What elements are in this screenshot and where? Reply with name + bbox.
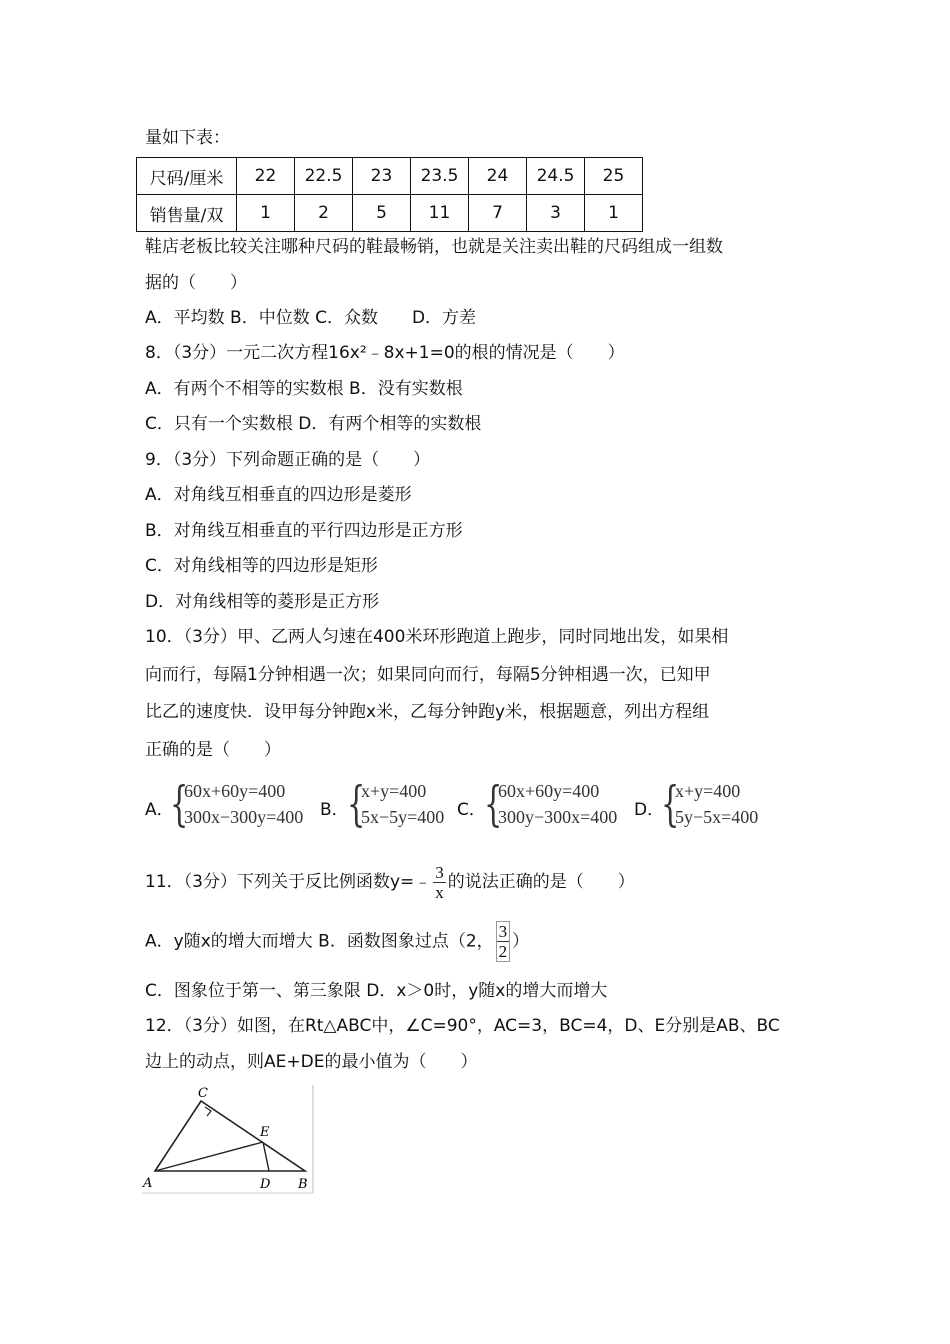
q9-option-a: A．对角线互相垂直的四边形是菱形	[145, 485, 412, 505]
q7-text-line1: 鞋店老板比较关注哪种尺码的鞋最畅销，也就是关注卖出鞋的尺码组成一组数	[145, 237, 723, 257]
equation: x+y=400	[361, 781, 427, 801]
q10-option-a-system	[170, 778, 315, 832]
q11-option-ab	[145, 921, 529, 962]
label-b: B	[298, 1177, 308, 1192]
brace-icon: {	[484, 776, 503, 832]
q12-text-line1: 12．（3分）如图，在Rt△ABC中，∠C=90°，AC=3，BC=4，D、E分别是AB、BC	[145, 1016, 780, 1036]
q7-text-line2: 据的（ ）	[145, 273, 247, 293]
equation: 300y−300x=400	[498, 807, 618, 827]
intro-text: 量如下表：	[145, 128, 230, 148]
q10-option-c-system	[484, 778, 629, 832]
equation: 60x+60y=400	[498, 781, 600, 801]
q10-option-d-system	[661, 778, 771, 832]
q8-options-ab: A．有两个不相等的实数根 B．没有实数根	[145, 379, 463, 399]
table-cell: 2	[295, 195, 353, 232]
q9-stem: 9．（3分）下列命题正确的是（ ）	[145, 450, 431, 470]
table-row	[137, 158, 643, 195]
table-cell: 22	[237, 158, 295, 195]
q7-options: A．平均数 B．中位数 C．众数 D．方差	[145, 308, 477, 328]
label-c: C	[198, 1086, 208, 1101]
equation: x+y=400	[675, 781, 741, 801]
table-cell: 1	[585, 195, 643, 232]
table-cell: 3	[527, 195, 585, 232]
table-cell: 尺码/厘米	[137, 158, 237, 195]
fraction-numerator: 3	[498, 922, 508, 941]
table-cell: 11	[411, 195, 469, 232]
q10-option-d-label: D．	[634, 800, 665, 820]
q11-stem-post: 的说法正确的是（ ）	[447, 872, 635, 892]
label-d: D	[260, 1177, 271, 1192]
q10-option-b-label: B．	[320, 800, 349, 820]
table-cell: 1	[237, 195, 295, 232]
table-cell: 23	[353, 158, 411, 195]
q10-text-line2: 向而行，每隔1分钟相遇一次；如果同向而行，每隔5分钟相遇一次，已知甲	[145, 665, 711, 685]
table-cell: 7	[469, 195, 527, 232]
q11-fraction	[433, 863, 446, 902]
table-cell: 24	[469, 158, 527, 195]
fraction-denominator: x	[435, 882, 444, 902]
q11-option-a-text: A．y随x的增大而增大 B．函数图象过点（2，	[145, 931, 494, 952]
q10-text-line4: 正确的是（ ）	[145, 740, 281, 760]
q9-option-d: D．对角线相等的菱形是正方形	[145, 592, 380, 612]
q11-point-fraction	[496, 921, 511, 962]
equation: 300x−300y=400	[184, 807, 304, 827]
equation: 60x+60y=400	[184, 781, 286, 801]
label-a: A	[143, 1176, 153, 1191]
q11-option-a-end: ）	[512, 931, 530, 952]
q8-options-cd: C．只有一个实数根 D．有两个相等的实数根	[145, 414, 482, 434]
label-e: E	[260, 1125, 270, 1140]
table-cell: 销售量/双	[137, 195, 237, 232]
right-angle-mark	[205, 1107, 211, 1116]
q10-option-a-label: A．	[145, 800, 174, 820]
equation: 5x−5y=400	[361, 807, 445, 827]
q9-option-b: B．对角线互相垂直的平行四边形是正方形	[145, 521, 463, 541]
table-cell: 22.5	[295, 158, 353, 195]
q10-text-line1: 10．（3分）甲、乙两人匀速在400米环形跑道上跑步，同时同地出发，如果相	[145, 627, 729, 647]
table-cell: 25	[585, 158, 643, 195]
brace-icon: {	[347, 776, 366, 832]
shoe-size-table	[136, 157, 643, 232]
q11-stem-pre: 11．（3分）下列关于反比例函数y=﹣	[145, 872, 432, 892]
table-cell: 24.5	[527, 158, 585, 195]
q11-stem	[145, 862, 635, 902]
q12-triangle-figure	[140, 1083, 315, 1195]
q10-option-b-system	[347, 778, 452, 832]
brace-icon: {	[661, 776, 680, 832]
table-cell: 5	[353, 195, 411, 232]
q11-options-cd: C．图象位于第一、第三象限 D．x＞0时，y随x的增大而增大	[145, 981, 608, 1001]
fraction-denominator: 2	[498, 942, 508, 961]
q10-option-c-label: C．	[457, 800, 486, 820]
triangle-abc	[155, 1101, 305, 1171]
q12-text-line2: 边上的动点，则AE+DE的最小值为（ ）	[145, 1052, 478, 1072]
table-row	[137, 195, 643, 232]
table-cell: 23.5	[411, 158, 469, 195]
q8-stem: 8．（3分）一元二次方程16x²﹣8x+1=0的根的情况是（ ）	[145, 343, 625, 363]
q10-text-line3: 比乙的速度快．设甲每分钟跑x米，乙每分钟跑y米，根据题意，列出方程组	[145, 702, 710, 722]
fraction-numerator: 3	[435, 862, 444, 882]
brace-icon: {	[170, 776, 189, 832]
equation: 5y−5x=400	[675, 807, 759, 827]
q9-option-c: C．对角线相等的四边形是矩形	[145, 556, 378, 576]
